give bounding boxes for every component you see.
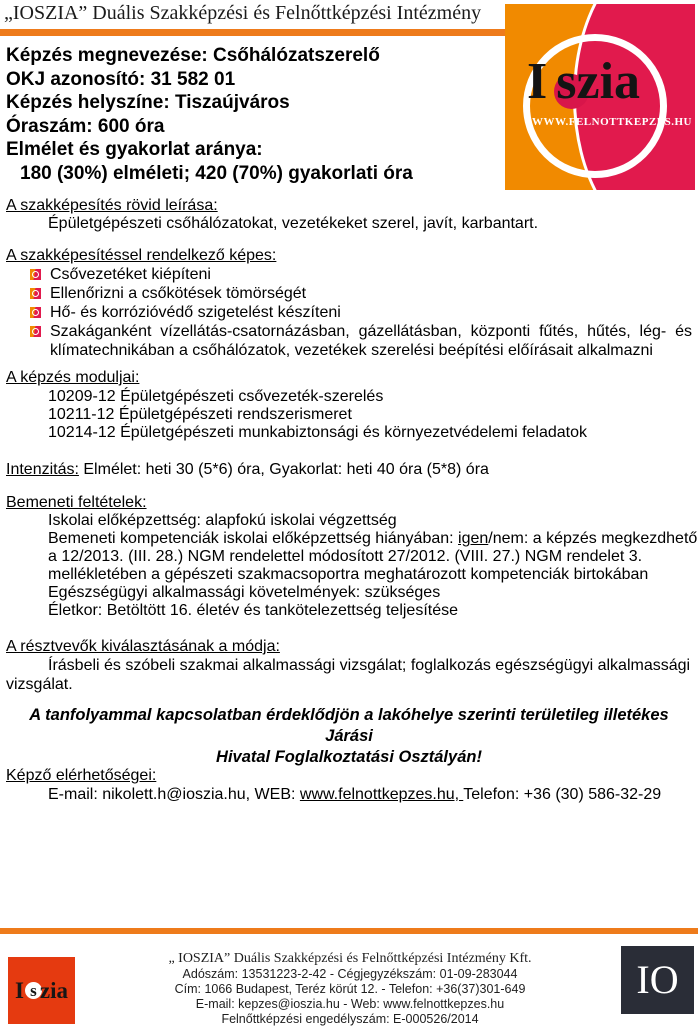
section-heading-description: A szakképesítés rövid leírása: [6, 197, 218, 214]
entry-line: mellékletében a gépészeti szakmacsoportra meghatározott kompetenciák birtokában [48, 566, 649, 583]
notice-line: Hivatal Foglalkoztatási Osztályán! [216, 748, 482, 766]
contact-email: E-mail: nikolett.h@ioszia.hu, WEB: [48, 786, 300, 803]
footer-io-letters: IO [636, 957, 679, 1002]
course-hours-line: Óraszám: 600 óra [6, 115, 165, 137]
footer-ioszia-logo [8, 957, 75, 1024]
header-accent-bar [0, 29, 506, 36]
skill-item-label: Szakáganként vízellátás-csatornázásban, gázellátásban, központi fűtés, hűtés, lég- és klímatechnikában a csőhálózatok, vezetékek szerelési beépítési előírásait alkalmazni [50, 323, 692, 359]
page-header-title: „IOSZIA” Duális Szakképzési és Felnőttképzési Intézmény [4, 2, 482, 24]
selection-paragraph [6, 656, 692, 694]
skill-item [30, 284, 692, 303]
skills-list [30, 265, 692, 360]
skill-item-label: Ellenőrizni a csőkötések tömörségét [50, 285, 307, 302]
footer-logo-wordmark: I s zia [14, 978, 69, 1003]
notice-text [6, 705, 692, 768]
ioszia-bullet-icon [30, 326, 41, 337]
footer-license-line: Felnőttképzési engedélyszám: E-000526/2014 [221, 1012, 479, 1026]
notice-line: A tanfolyammal kapcsolatban érdeklődjön a lakóhelye szerinti területileg illetékes Járási [29, 706, 669, 745]
ioszia-bullet-icon [30, 269, 41, 280]
selection-line: vizsgálat. [6, 676, 73, 693]
module-item: 10214-12 Épületgépészeti munkabiztonsági és környezetvédelemi feladatok [48, 424, 588, 441]
footer-tax-line: Adószám: 13531223-2-42 - Cégjegyzékszám: 01-09-283044 [182, 967, 518, 981]
entry-line: Egészségügyi alkalmassági követelmények: szükséges [48, 584, 441, 601]
entry-requirements [6, 512, 698, 620]
course-okj-line: OKJ azonosító: 31 582 01 [6, 68, 236, 90]
logo-letters-szia: szia [556, 53, 641, 110]
description-body: Épületgépészeti csőhálózatokat, vezetékeket szerel, javít, karbantart. [48, 215, 539, 232]
skill-item [30, 303, 692, 322]
course-name-line: Képzés megnevezése: Csőhálózatszerelő [6, 45, 380, 66]
web-link[interactable]: www.felnottkepzes.hu, [299, 786, 464, 803]
course-location-line: Képzés helyszíne: Tiszaújváros [6, 92, 290, 113]
footer-email-web-line: E-mail: kepzes@ioszia.hu - Web: www.felnottkepzes.hu [195, 997, 505, 1011]
skill-item [30, 322, 692, 360]
entry-line: Bemeneti kompetenciák iskolai előképzettség hiányában: igen/nem: a képzés megkezdhető [48, 530, 698, 547]
logo-letter-i: I [527, 53, 548, 110]
entry-line: Iskolai előképzettség: alapfokú iskolai végzettség [48, 512, 397, 529]
section-heading-contact: Képző elérhetőségei: [6, 767, 157, 784]
selection-line: Írásbeli és szóbeli szakmai alkalmassági vizsgálat; foglalkozás egészségügyi alkalmassági [48, 657, 691, 674]
section-heading-modules: A képzés moduljai: [6, 369, 140, 386]
igen-underlined: igen [458, 530, 489, 547]
footer-accent-bar [0, 928, 698, 934]
contact-line [6, 786, 698, 804]
section-heading-skills: A szakképesítéssel rendelkező képes: [6, 247, 277, 264]
course-summary [6, 44, 506, 185]
ioszia-bullet-icon [30, 307, 41, 318]
modules-list [6, 388, 698, 442]
footer-logo-disc-icon: s [25, 982, 42, 999]
entry-line: Életkor: Betöltött 16. életév és tankötelezettség teljesítése [48, 602, 459, 619]
ioszia-bullet-icon [30, 288, 41, 299]
course-ratio-value-line: 180 (30%) elméleti; 420 (70%) gyakorlati óra [20, 162, 413, 184]
skill-item-label: Hő- és korrózióvédő szigetelést készíteni [50, 304, 341, 321]
intensity-label: Intenzitás: [6, 461, 79, 478]
section-heading-entry: Bemeneti feltételek: [6, 494, 147, 511]
section-heading-selection: A résztvevők kiválasztásának a módja: [6, 638, 280, 655]
footer-company-info [110, 951, 590, 1027]
intensity-line [6, 461, 692, 479]
ioszia-logo [505, 4, 695, 190]
logo-wordmark [527, 53, 641, 110]
logo-url-text: WWW.FELNOTTKEPZES.HU [532, 116, 692, 128]
skill-item-label: Csővezetéket kiépíteni [50, 266, 211, 283]
footer-address-line: Cím: 1066 Budapest, Teréz körút 12. - Telefon: +36(37)301-649 [174, 982, 526, 996]
contact-phone: Telefon: +36 (30) 586-32-29 [463, 786, 662, 803]
entry-line: a 12/2013. (III. 28.) NGM rendelettel módosított 27/2012. (VIII. 27.) NGM rendelet 3. [48, 548, 643, 565]
course-ratio-label-line: Elmélet és gyakorlat aránya: [6, 139, 263, 160]
footer-io-logo [621, 946, 694, 1014]
module-item: 10211-12 Épületgépészeti rendszerismeret [48, 406, 352, 423]
intensity-value: Elmélet: heti 30 (5*6) óra, Gyakorlat: heti 40 óra (5*8) óra [78, 461, 489, 478]
skill-item [30, 265, 692, 284]
footer-company-name: „ IOSZIA” Duális Szakképzési és Felnőttképzési Intézmény Kft. [168, 951, 532, 966]
module-item: 10209-12 Épületgépészeti csővezeték-szerelés [48, 388, 384, 405]
